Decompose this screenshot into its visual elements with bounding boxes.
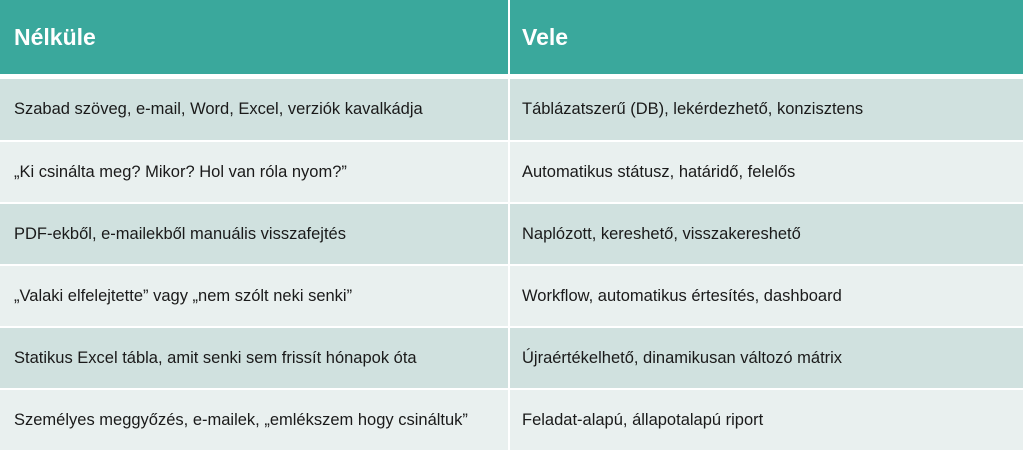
cell-with: Naplózott, kereshető, visszakereshető [522,224,801,243]
header-without: Nélküle [0,0,510,74]
cell-without: „Valaki elfelejtette” vagy „nem szólt neki senki” [0,266,510,326]
cell-without: Személyes meggyőzés, e-mailek, „emlékszem hogy csináltuk” [0,390,510,450]
table-header-row [0,0,1023,74]
table-row [0,202,1023,264]
table-row [0,264,1023,326]
table-row [0,388,1023,450]
header-with: Vele [522,23,569,50]
cell-with: Automatikus státusz, határidő, felelős [522,162,796,181]
table-row [0,74,1023,140]
cell-with: Workflow, automatikus értesítés, dashboard [522,286,842,305]
table-row [0,140,1023,202]
cell-with: Táblázatszerű (DB), lekérdezhető, konzisztens [522,100,864,118]
cell-with: Feladat-alapú, állapotalapú riport [522,410,764,429]
cell-without: „Ki csinálta meg? Mikor? Hol van róla nyom?” [0,142,510,202]
table-row [0,326,1023,388]
cell-without: Szabad szöveg, e-mail, Word, Excel, verziók kavalkádja [0,79,510,140]
cell-without: Statikus Excel tábla, amit senki sem frissít hónapok óta [0,328,510,388]
cell-with: Újraértékelhető, dinamikusan változó mátrix [522,348,843,367]
cell-without: PDF-ekből, e-mailekből manuális visszafejtés [0,204,510,264]
